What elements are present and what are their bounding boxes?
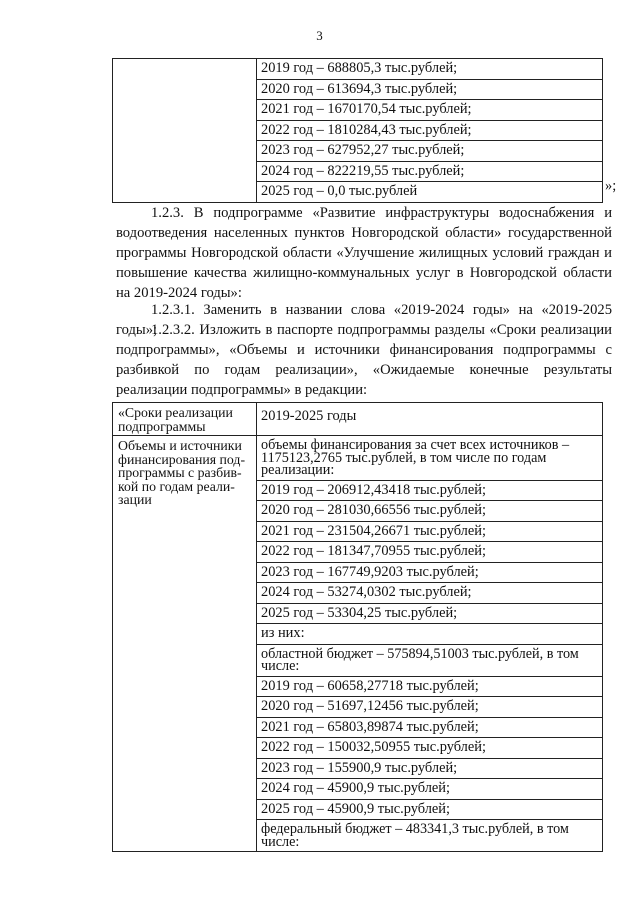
funding-label-cell — [113, 436, 257, 852]
funding-line: 2025 год – 0,0 тыс.рублей — [261, 183, 418, 199]
closing-quote: »; — [605, 178, 617, 194]
all-sources-year: 2023 год – 167749,9203 тыс.рублей; — [257, 563, 602, 584]
all-sources-year: 2021 год – 231504,26671 тыс.рублей; — [257, 522, 602, 543]
page-number: 3 — [316, 28, 323, 43]
term-label: «Сроки реализации подпрограммы — [118, 405, 233, 434]
of-them-label: из них: — [257, 624, 602, 645]
federal-budget-total: федеральный бюджет – 483341,3 тыс.рублей, в том числе: — [261, 821, 569, 850]
funding-intro: объемы финансирования за счет всех источников – 1175123,2765 тыс.рублей, в том числе по годам реализации: — [257, 436, 602, 481]
paragraph-1-2-3-1: 1.2.3.1. Заменить в названии слова «2019-2024 годы» на «2019-2025 годы»; — [116, 302, 612, 338]
funding-line: 2024 год – 822219,55 тыс.рублей; — [257, 162, 602, 183]
funding-line: 2021 год – 1670170,54 тыс.рублей; — [257, 100, 602, 121]
empty-left-cell — [113, 59, 257, 203]
regional-year: 2024 год – 45900,9 тыс.рублей; — [257, 779, 602, 800]
all-sources-year: 2022 год – 181347,70955 тыс.рублей; — [257, 542, 602, 563]
term-value-cell — [257, 403, 603, 436]
funding-line: 2022 год – 1810284,43 тыс.рублей; — [257, 121, 602, 142]
regional-year: 2020 год – 51697,12456 тыс.рублей; — [257, 697, 602, 718]
all-sources-year: 2019 год – 206912,43418 тыс.рублей; — [257, 481, 602, 502]
funding-label: Объемы и источники финансирования под-программы с разбив-кой по годам реали-зации — [118, 438, 246, 507]
funding-line: 2019 год – 688805,3 тыс.рублей; — [257, 59, 602, 80]
passport-table — [112, 402, 603, 852]
term-label-cell — [113, 403, 257, 436]
funding-line: 2023 год – 627952,27 тыс.рублей; — [257, 141, 602, 162]
funding-years-cell — [257, 59, 603, 203]
regional-year: 2022 год – 150032,50955 тыс.рублей; — [257, 738, 602, 759]
regional-budget-total: областной бюджет – 575894,51003 тыс.рублей, в том числе: — [257, 645, 602, 677]
funding-table-continued — [112, 58, 603, 203]
paragraph-1-2-3-2: 1.2.3.2. Изложить в паспорте подпрограммы разделы «Сроки реализации подпрограммы», «Объемы и источники финансирования подпрограммы с разбивкой по годам реализации», «Ожидаемые конечные результаты реализации подпрограммы» в редакции: — [116, 322, 612, 398]
funding-line: 2020 год – 613694,3 тыс.рублей; — [257, 80, 602, 101]
term-value: 2019-2025 годы — [261, 408, 357, 424]
all-sources-year: 2020 год – 281030,66556 тыс.рублей; — [257, 501, 602, 522]
regional-year: 2023 год – 155900,9 тыс.рублей; — [257, 759, 602, 780]
all-sources-year: 2025 год – 53304,25 тыс.рублей; — [257, 604, 602, 625]
regional-year: 2021 год – 65803,89874 тыс.рублей; — [257, 718, 602, 739]
funding-value-cell — [257, 436, 603, 852]
regional-year: 2019 год – 60658,27718 тыс.рублей; — [257, 677, 602, 698]
regional-year: 2025 год – 45900,9 тыс.рублей; — [257, 800, 602, 821]
all-sources-year: 2024 год – 53274,0302 тыс.рублей; — [257, 583, 602, 604]
paragraph-1-2-3: 1.2.3. В подпрограмме «Развитие инфраструктуры водоснабжения и водоотведения населенных пунктов Новгородской области» государственной программы Новгородской области «Улучшение жилищных условий граждан и повышение качества жилищно-коммунальных услуг в Новгородской области на 2019-2024 годы»: — [116, 205, 612, 301]
